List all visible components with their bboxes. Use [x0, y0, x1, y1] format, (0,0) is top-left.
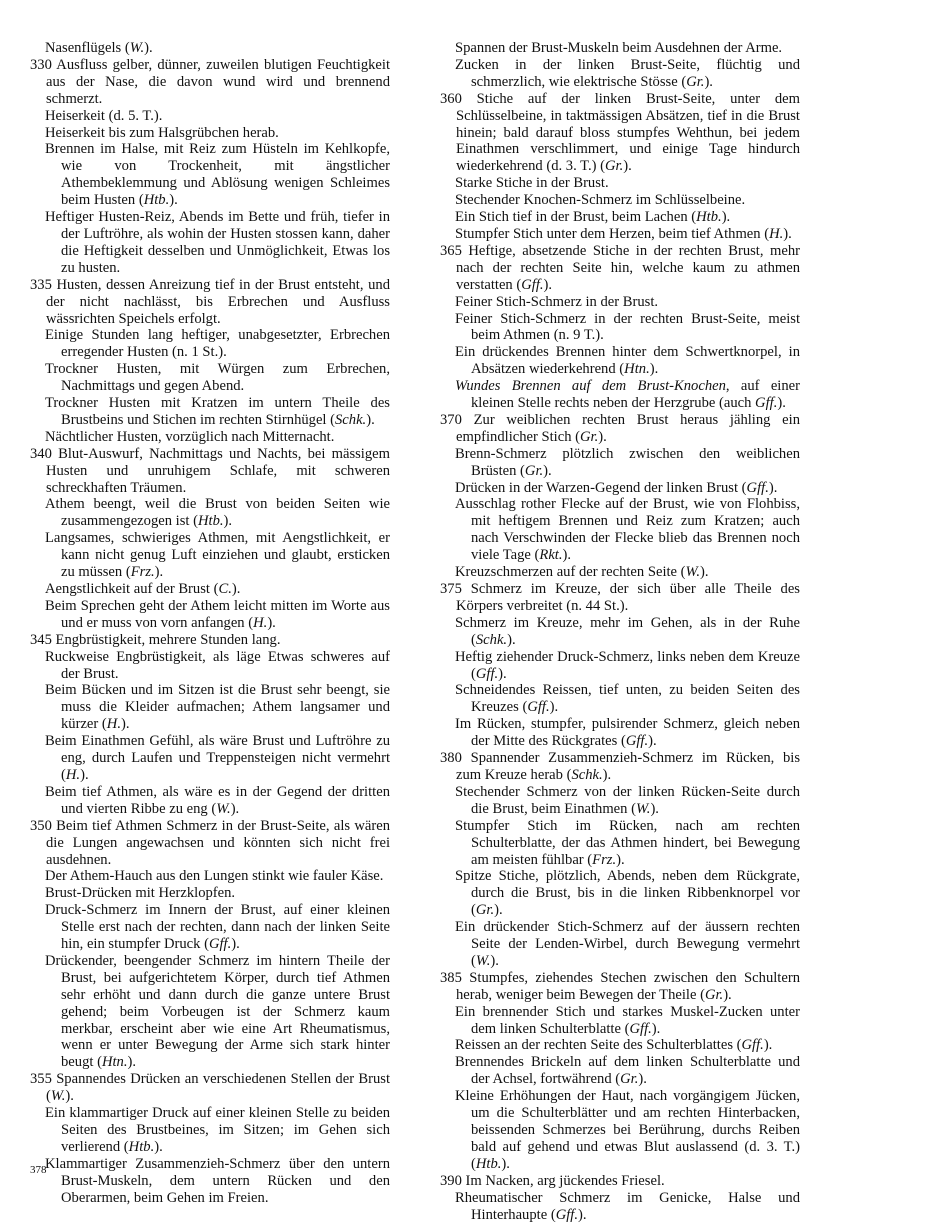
symptom-entry: 370 Zur weiblichen rechten Brust heraus jähling ein empfindlicher Stich (Gr.). — [440, 411, 800, 445]
symptom-entry: Der Athem-Hauch aus den Lungen stinkt wie fauler Käse. — [45, 868, 384, 885]
symptom-entry: 345 Engbrüstigkeit, mehrere Stunden lang. — [30, 631, 281, 648]
symptom-entry: Trockner Husten, mit Würgen zum Erbrechen, Nachmittags und gegen Abend. — [45, 361, 390, 395]
symptom-entry: Heiserkeit bis zum Halsgrübchen herab. — [45, 124, 279, 141]
symptom-entry: Heiserkeit (d. 5. T.). — [45, 107, 163, 124]
left-column — [30, 40, 390, 1207]
symptom-entry: Beim Sprechen geht der Athem leicht mitten im Worte aus und er muss von vorn anfangen (H.). — [45, 597, 390, 631]
symptom-entry: Beim tief Athmen, als wäre es in der Gegend der dritten und vierten Ribbe zu eng (W.). — [45, 783, 390, 817]
symptom-entry: Trockner Husten mit Kratzen im untern Theile des Brustbeins und Stichen im rechten Stirnhügel (Schk.). — [45, 395, 390, 428]
symptom-entry: Brenn-Schmerz plötzlich zwischen den weiblichen Brüsten (Gr.). — [455, 445, 800, 479]
symptom-entry: Im Rücken, stumpfer, pulsirender Schmerz, gleich neben der Mitte des Rückgrates (Gff.). — [455, 716, 800, 750]
right-column — [440, 40, 800, 1223]
symptom-entry: 385 Stumpfes, ziehendes Stechen zwischen den Schultern herab, weniger beim Bewegen der Theile (Gr.). — [440, 969, 800, 1003]
symptom-entry: Zucken in der linken Brust-Seite, flüchtig und schmerzlich, wie elektrische Stösse (Gr.). — [455, 56, 800, 90]
symptom-entry: 360 Stiche auf der linken Brust-Seite, unter dem Schlüsselbeine, in taktmässigen Absätzen, tief in die Brust hinein; bald darauf bloss stumpfes Wehthun, bei jedem Einathmen verschlimmert, und einige Tage hindurch wiederkehrend (d. 3. T.) (Gr.). — [440, 90, 800, 175]
page-number: 378 — [30, 1164, 47, 1176]
symptom-entry: Wundes Brennen auf dem Brust-Knochen, auf einer kleinen Stelle rechts neben der Herzgrube (auch Gff.). — [455, 378, 800, 412]
symptom-entry: 350 Beim tief Athmen Schmerz in der Brust-Seite, als wären die Lungen angewachsen und könnten sich nicht frei ausdehnen. — [30, 817, 390, 868]
symptom-entry: 340 Blut-Auswurf, Nachmittags und Nachts, bei mässigem Husten und unruhigem Schlafe, mit schweren schreckhaften Träumen. — [30, 445, 390, 496]
symptom-entry: Brust-Drücken mit Herzklopfen. — [45, 885, 236, 902]
symptom-entry: Ein Stich tief in der Brust, beim Lachen (Htb.). — [455, 209, 731, 226]
symptom-entry: Rheumatischer Schmerz im Genicke, Halse und Hinterhaupte (Gff.). — [455, 1189, 800, 1223]
symptom-entry: Ein brennender Stich und starkes Muskel-Zucken unter dem linken Schulterblatte (Gff.). — [455, 1003, 800, 1037]
symptom-entry: Kreuzschmerzen auf der rechten Seite (W.). — [455, 564, 709, 581]
symptom-entry: Reissen an der rechten Seite des Schulterblattes (Gff.). — [455, 1037, 773, 1054]
symptom-entry: Nächtlicher Husten, vorzüglich nach Mitternacht. — [45, 428, 335, 445]
symptom-entry: Drücken in der Warzen-Gegend der linken Brust (Gff.). — [455, 479, 778, 496]
symptom-entry: 390 Im Nacken, arg jückendes Friesel. — [440, 1172, 665, 1189]
symptom-entry: Ruckweise Engbrüstigkeit, als läge Etwas schweres auf der Brust. — [45, 648, 390, 682]
symptom-entry: 365 Heftige, absetzende Stiche in der rechten Brust, mehr nach der rechten Seite hin, welche kaum zu athmen verstatten (Gff.). — [440, 242, 800, 293]
symptom-entry: Brennendes Brickeln auf dem linken Schulterblatte und der Achsel, fortwährend (Gr.). — [455, 1054, 800, 1088]
symptom-entry: Brennen im Halse, mit Reiz zum Hüsteln im Kehlkopfe, wie von Trockenheit, mit ängstlicher Athembeklemmung und Ablösung wenigen Schleimes beim Husten (Htb.). — [45, 141, 390, 209]
symptom-entry: Schneidendes Reissen, tief unten, zu beiden Seiten des Kreuzes (Gff.). — [455, 682, 800, 716]
symptom-entry: Starke Stiche in der Brust. — [455, 175, 609, 192]
symptom-entry: Heftig ziehender Druck-Schmerz, links neben dem Kreuze (Gff.). — [455, 648, 800, 682]
symptom-entry: Athem beengt, weil die Brust von beiden Seiten wie zusammengezogen ist (Htb.). — [45, 496, 390, 530]
symptom-entry: Ein drückendes Brennen hinter dem Schwertknorpel, in Absätzen wiederkehrend (Htn.). — [455, 344, 800, 378]
symptom-entry: Beim Bücken und im Sitzen ist die Brust sehr beengt, sie muss die Kleider aufmachen; Athem langsamer und kürzer (H.). — [45, 682, 390, 733]
symptom-entry: Spannen der Brust-Muskeln beim Ausdehnen der Arme. — [455, 40, 783, 56]
symptom-entry: Feiner Stich-Schmerz in der Brust. — [455, 293, 659, 310]
symptom-entry: 330 Ausfluss gelber, dünner, zuweilen blutigen Feuchtigkeit aus der Nase, die davon wund wird und brennend schmerzt. — [30, 56, 390, 107]
symptom-entry: Drückender, beengender Schmerz im hintern Theile der Brust, bei aufgerichtetem Körper, durch tief Athmen sehr erhöht und dann durch die ganze untere Brust gehend; beim Vorbeugen ist der Schmerz kaum merkbar, erscheint aber wie eine Art Rheumatismus, wenn er unter Bewegung der Arme sich stark hinter beugt (Htn.). — [45, 952, 390, 1071]
symptom-entry: Ein klammartiger Druck auf einer kleinen Stelle zu beiden Seiten des Brustbeines, im Sitzen; im Gehen sich verlierend (Htb.). — [45, 1105, 390, 1155]
symptom-entry: Nasenflügels (W.). — [45, 40, 153, 56]
symptom-entry: 335 Husten, dessen Anreizung tief in der Brust entsteht, und der nicht nachlässt, bis Erbrechen und Ausfluss wässrichten Speichels erfolgt. — [30, 276, 390, 327]
symptom-entry: Schmerz im Kreuze, mehr im Gehen, als in der Ruhe (Schk.). — [455, 614, 800, 648]
symptom-entry: Stechender Schmerz von der linken Rücken-Seite durch die Brust, beim Einathmen (W.). — [455, 783, 800, 817]
symptom-entry: Aengstlichkeit auf der Brust (C.). — [45, 581, 241, 597]
symptom-entry: Beim Einathmen Gefühl, als wäre Brust und Luftröhre zu eng, durch Laufen und Treppensteigen nicht vermehrt (H.). — [45, 733, 390, 783]
symptom-entry: Stumpfer Stich unter dem Herzen, beim tief Athmen (H.). — [455, 225, 792, 242]
symptom-entry: Druck-Schmerz im Innern der Brust, auf einer kleinen Stelle erst nach der rechten, dann nach der linken Seite hin, ein stumpfer Druck (Gff.). — [45, 902, 390, 953]
symptom-entry: Feiner Stich-Schmerz in der rechten Brust-Seite, meist beim Athmen (n. 9 T.). — [455, 310, 800, 344]
symptom-entry: Einige Stunden lang heftiger, unabgesetzter, Erbrechen erregender Husten (n. 1 St.). — [45, 327, 390, 361]
symptom-entry: Ein drückender Stich-Schmerz auf der äussern rechten Seite der Lenden-Wirbel, durch Bewegung vermehrt (W.). — [455, 919, 800, 969]
symptom-entry: Klammartiger Zusammenzieh-Schmerz über den untern Brust-Muskeln, dem untern Rücken und den Oberarmen, beim Gehen im Freien. — [45, 1155, 390, 1206]
symptom-entry: Ausschlag rother Flecke auf der Brust, wie von Flohbiss, mit heftigem Brennen und Reiz zum Kratzen; auch nach Verschwinden der Flecke blieb das Brennen noch viele Tage (Rkt.). — [455, 496, 800, 564]
symptom-entry: Stechender Knochen-Schmerz im Schlüsselbeine. — [455, 192, 746, 209]
symptom-entry: 375 Schmerz im Kreuze, der sich über alle Theile des Körpers verbreitet (n. 44 St.). — [440, 581, 800, 614]
symptom-entry: Langsames, schwieriges Athmen, mit Aengstlichkeit, er kann nicht genug Luft einziehen und glaubt, ersticken zu müssen (Frz.). — [45, 530, 390, 581]
symptom-entry: Spitze Stiche, plötzlich, Abends, neben dem Rückgrate, durch die Brust, bis in die linken Ribbenknorpel vor (Gr.). — [455, 868, 800, 919]
symptom-entry: Stumpfer Stich im Rücken, nach am rechten Schulterblatte, der das Athmen hindert, bei Bewegung am meisten fühlbar (Frz.). — [455, 817, 800, 868]
symptom-entry: 380 Spannender Zusammenzieh-Schmerz im Rücken, bis zum Kreuze herab (Schk.). — [440, 750, 800, 783]
symptom-entry: Kleine Erhöhungen der Haut, nach vorgängigem Jücken, um die Schulterblätter und am rechten Hinterbacken, beissenden Schmerzes bei Berührung, durchs Reiben bald auf gehend und etwas Blut auslassend (d. 3. T.) (Htb.). — [455, 1088, 800, 1172]
symptom-entry: Heftiger Husten-Reiz, Abends im Bette und früh, tiefer in der Luftröhre, als wohin der Husten stossen kann, daher die Heftigkeit desselben und Unmöglichkeit, Etwas los zu husten. — [45, 209, 390, 276]
symptom-entry: 355 Spannendes Drücken an verschiedenen Stellen der Brust (W.). — [30, 1071, 390, 1105]
